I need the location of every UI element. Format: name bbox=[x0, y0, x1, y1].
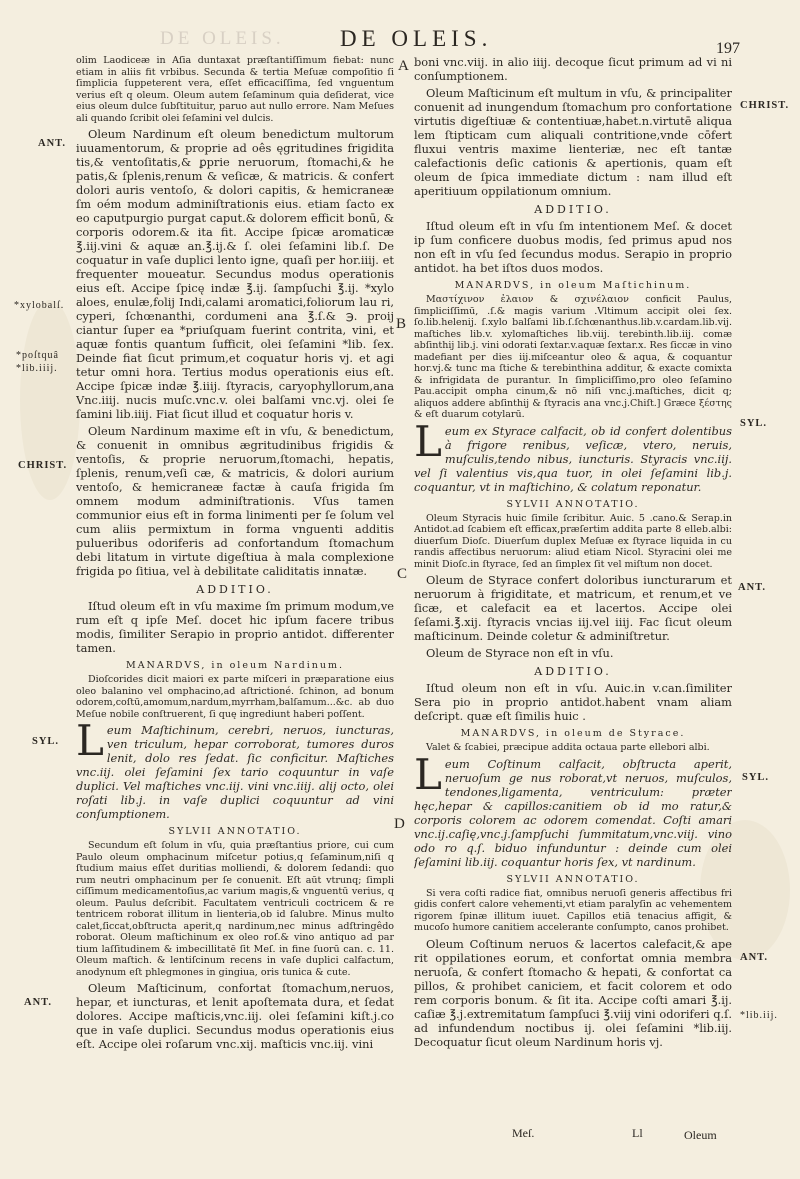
margin-note-ant: ANT. bbox=[738, 582, 767, 593]
section-letter-c: C bbox=[397, 566, 408, 582]
right-column bbox=[414, 55, 732, 1120]
margin-note-christ: CHRIST. bbox=[740, 100, 790, 111]
paragraph: olim Laodiceæ in Aſia duntaxat præſtantiſſimum fiebat: nunc etiam in aliis fit vrbibus. Secunda & tertia Meſuæ compoſitio ſi ſimplicia ſuppeterent vera, eſſet efficaciſſima, ſed vnguentum verius eſt q oleum. Oleum autem ſeſaminum quia deſiderat, vice eius oleum dulce ſubſtituitur, paruo aut nullo errore. Nam Meſues ali quando ſcribit olei ſeſamini vel dulcis. bbox=[76, 55, 394, 124]
section-heading: MANARDVS, in oleum Nardinum. bbox=[125, 660, 345, 671]
paragraph: Oleum Nardinum maxime eſt in vſu, & benedictum, & conuenit in omnibus ægritudinibus frigidis & ventoſis, & proprie neruorum,ſtomachi, hepatis, ſplenis, renum,veſi cæ, & matricis, & dolori aurium ventoſo, & hemicraneæ factæ à cauſa frigida ſm omnem modum adminiſtrationis. Vſus tamen communior eius eſt in forma linimenti per ſe ſolum vel cum aliis permixtum in forma vnguenti additis pulueribus odoriferis ad confortandum ſtomachum debi litatum in virtute digeſtiua à mala complexione frigida po ſitiua, vel à debilitate caliditatis innatæ. bbox=[76, 424, 394, 578]
paragraph: Oleum de Styrace confert doloribus iuncturarum et neruorum à frigiditate, et matricum, et renum,et ve ſicæ, et calefacit ea et lacertos. Accipe olei ſeſami.℥.xij. ſtyracis vncias iij.vel iiij. Fac ſicut oleum maſticinum. Deinde coletur & adminiſtretur. bbox=[414, 573, 732, 643]
left-column bbox=[76, 55, 394, 1120]
section-heading: ADDITIO. bbox=[196, 583, 274, 596]
paragraph: Iſtud oleum non eſt in vſu. Auic.in v.can.ſimiliter Sera pio in proprio antidot.habent vnam aliam deſcript. quæ eſt ſimilis huic . bbox=[414, 681, 732, 723]
margin-note-ant: ANT. bbox=[740, 952, 769, 963]
section-heading: SYLVII ANNOTATIO. bbox=[506, 498, 640, 510]
section-heading: SYLVII ANNOTATIO. bbox=[168, 826, 302, 837]
catchword: Meſ. bbox=[512, 1126, 535, 1140]
section-heading: ADDITIO. bbox=[534, 203, 612, 216]
paragraph: Valet & ſcabiei, præcipue addita octaua parte ellebori albi. bbox=[426, 742, 710, 753]
paragraph: Oleum Maſticinum eſt multum in vſu, & principaliter conuenit ad inungendum ſtomachum pro confortatione virtutis digeſtiuæ & contentiuæ,habet.n.virtutē aliqua lem ſtipticam cum aliquali contritione,vnde cōfert fluxui ventris maxime lienteriæ, nec eſt tantæ calefactionis deſic cationis & apertionis, quam eſt oleum de ſpica immediate dictum : nam illud eſt aperitiuum oppilationum omnium. bbox=[414, 86, 732, 198]
signature-mark: Ll bbox=[632, 1126, 643, 1140]
margin-note-syl: SYL. bbox=[740, 418, 768, 429]
paragraph: Oleum Styracis huic ſimile ſcribitur. Auic. 5 .cano.& Serap.in Antidot.ad ſcabiem eſt efficax,præſertim addita parte 8 elleb.albi: diuerſum Dioſc. Diuerſum duplex Meſuæ ex ſtyrace liquida in cu randis affectibus neruorum: aliud etiam Nicol. Styracini olei me minit Dioſc.in ſtyrace, ſed an ſimplex ſit vel miſtum non docet. bbox=[414, 512, 732, 570]
section-letter-b: B bbox=[396, 316, 407, 332]
page-number: 197 bbox=[716, 40, 740, 57]
margin-note-christ: CHRIST. bbox=[18, 460, 68, 471]
section-heading: ADDITIO. bbox=[534, 665, 612, 678]
paragraph: Oleum Nardinum eſt oleum benedictum multorum iuuamentorum, & proprie ad oês ęgritudines frigidita tis,& ventoſitatis,& ꝑprie neruorum, ſtomachi,& he patis,& ſplenis,renum & veſicæ, & matricis. & confert dolori auris ventoſo, & dolori capitis, & hemicraneæ ſm oém modum adminiſtrationis eius. etiam ſacto ex eo caputpurgio purgat caput.& dolorem efficit bonū, & corporis odorem.& ita fit. Accipe ſpicæ aromaticæ ℥.iij.vini & aquæ an.℥.ij.& ſ. olei ſeſamini lib.ſ. De coquatur in vaſe duplici lento igne, quaſi per hor.iiij. et frequenter moueatur. Secundus modus operationis eius eſt. Accipe ſpicę indæ ℥.ij. ſampſuchi ℥.ij. *xylo aloes, enulæ,folij Indi,calami aromatici,foliorum lau ri, cyperi, ſchœnanthi, cordumeni ana ℥.ſ.& ℈. proij ciantur ſuper ea *priuſquam fuerint contrita, vini, et aquæ fontis quantum ſufficit, olei ſeſamini *lib. ſex. Deinde fiat ſicut primum,et coquatur horis vj. et agi tetur omni hora. Tertius modus operationis eius eſt. Accipe ſpicæ indæ ℥.iiij. ſtyracis, caryophyllorum,ana Vnc.iiij. nucis muſc.vnc.v. olei balſami vnc.vj. olei ſe ſamini lib.iiij. Fiat ſicut illud et coquatur horis v. bbox=[76, 127, 394, 421]
section-heading: MANARDVS, in oleum Maſtichinum. bbox=[454, 280, 692, 291]
paragraph: Secundum eſt ſolum in vſu, quia præſtantius priore, cui cum Paulo oleum omphacinum miſcetur potius,q ſeſaminum,niſi q ſtudium maius eſſet duritias molliendi, & dolorem ſedandi: quo rum neutri omphacinum per ſe conuenit. Eſt aūt vtrunq; ſimpli ciſſimum medicamentoſius,ac varium magis,& vnguentū verius, q oleum. Paulus deſcribit. Facultatem ventriculi coctricem & re tentricem roborat illitum in lienteria,ob id ſalubre. Minus multo calet,ſiccat,obſtructa aperit,q nardinum,nec minus adſtringêdo roborat. Oleum maſtichinum ex oleo roſ.& vino antiquo ad par tium laſſitudinem & imbecillitatē ſit Meſ. in fine ſuorū can. c. 11. Oleum maſtich. & lentiſcinum recens in vaſe duplici calfactum, anodynum eſt phlegmones in gingiua, oris tunica & cute. bbox=[76, 840, 394, 978]
paragraph: Leum Maſtichinum, cerebri, neruos, iuncturas, ven triculum, hepar corroborat, tumores duros lenit, dolo res ſedat. ſic conficitur. Maſtiches vnc.iij. olei ſeſamini ſex tario coquuntur in vaſe duplici. Vel maſtiches vnc.iij. vini vnc.iiij. alij octo, olei roſati lib.j. in vaſe duplici coquuntur ad vini conſumptionem. bbox=[76, 716, 394, 821]
paragraph: Iſtud oleum eſt in vſu maxime ſm primum modum,ve rum eſt q ipſe Meſ. docet hic ipſum facere tribus modis, ſimiliter Serapio in proprio antidot. differenter tamen. bbox=[76, 599, 394, 655]
paragraph: boni vnc.viij. in alio iiij. decoque ſicut primum ad vi ni conſumptionem. bbox=[414, 55, 732, 83]
paragraph: Oleum Coſtinum neruos & lacertos calefacit,& ape rit oppilationes eorum, et confortat omnia membra neruoſa, & confert ſtomacho & hepati, & confortat ca pillos, & prohibet caniciem, et facit colorem et odo rem corporis bonum. & ſit ita. Accipe coſti amari ℥.ij. caſiæ ℥.j.extremitatum ſampſuci ℥.viij vini odoriferi q.ſ. ad infundendum noctibus ij. olei ſeſamini *lib.iij. Decoquatur ſicut oleum Nardinum horis vj. bbox=[414, 936, 732, 1049]
paragraph: Iſtud oleum eſt in vſu ſm intentionem Meſ. & docet ip ſum conficere duobus modis, ſed primus apud nos non eſt in vſu ſed ſecundus modus. Serapio in proprio antidot. ha bet iſtos duos modos. bbox=[414, 219, 732, 275]
running-head: DE OLEIS. bbox=[340, 26, 493, 51]
paragraph: Leum ex Styrace calfacit, ob id confert dolentibus à frigore renibus, veſicæ, vtero, neruis, muſculis,tendo nibus, iuncturis. Styracis vnc.iij. vel ſi valentius vis,qua tuor, in olei ſeſamini lib.j. coquantur, vt in maſtichino, & colatum reponatur. bbox=[414, 416, 732, 494]
paragraph: Leum Coſtinum calfacit, obſtructa aperit, neruoſum ge nus roborat,vt neruos, muſculos, tendones,ligamenta, ventriculum: præter hęc,hepar & capillos:canitiem ob id mo ratur,& corporis colorem ac odorem comendat. Coſti amari vnc.ij.caſię,vnc.j.ſampſuchi ſummitatum,vnc.viij. vino odo ro q.ſ. biduo infunduntur : deinde cum olei ſeſamini lib.iij. coquantur horis ſex, vt nardinum. bbox=[414, 749, 732, 869]
section-heading: SYLVII ANNOTATIO. bbox=[506, 873, 640, 885]
margin-note-lib: *lib.iiij. bbox=[16, 363, 58, 374]
margin-note-xylobals: *xylobalſ. bbox=[14, 300, 65, 311]
section-letter-d: D bbox=[394, 816, 405, 832]
margin-note-postqua: *poſtquâ bbox=[16, 350, 59, 361]
paragraph: Oleum de Styrace non eſt in vſu. bbox=[426, 646, 614, 660]
paragraph: Μαστίχινον ἐλαιον & σχινέλαιον conficit Paulus, ſimpliciſſimū, .ſ.& magis varium .Vltimum accipit olei ſex. ſo.lib.helenij. ſ.xylo balſami lib.ſ.ſchœnanthus.lib.v.cardam.lib.vij. maſtiches lib.v. xylomaſtiches lib.viij. terebinth.lib.iij. comæ abſinthij lib.j. vini odorati ſextar.v.aquæ ſextar.x. Res ſiccæ in vino madefiant per dies iij.miſceantur oleo & aqua, & coquantur hor.vj.& tunc ma ſtiche & terebinthina additur, & exacte comixta & infrigidata de purantur. In ſimpliciſſimo,pro oleo ſeſamino Pau.accipit ompha cinum,& nō niſi vnc.j.maſtiches, dicit q; aliquos addere abſinthij & ſtyracis ana vnc.j.Chiſt.] Græce ξέστης & eſt duarum cotylarū. bbox=[414, 294, 732, 420]
paragraph: Si vera coſti radice fiat, omnibus neruoſi generis affectibus fri gidis confert calore vehementi,vt etiam paralyſin ac vehementem rigorem ſpinæ illitum iuuet. Capillos etiā tenacius affigit, & mucoſo humore canitiem accelerante conſumpto, canos prohibet. bbox=[414, 887, 732, 933]
margin-note-syl: SYL. bbox=[742, 772, 770, 783]
section-heading: MANARDVS, in oleum de Styrace. bbox=[460, 728, 686, 739]
paragraph: Oleum Maſticinum, confortat ſtomachum,neruos, hepar, et iuncturas, et lenit apoſtemata dura, et ſedat dolores. Accipe maſticis,vnc.iij. olei ſeſamini kiſt.j.co que in vaſe duplici. Secundus modus operationis eius eſt. Accipe olei roſarum vnc.xij. maſticis vnc.iij. vini bbox=[76, 981, 394, 1051]
catchword: Oleum bbox=[684, 1128, 717, 1142]
margin-note-lib: *lib.iij. bbox=[740, 1010, 778, 1021]
margin-note-syl: SYL. bbox=[32, 736, 60, 747]
section-letter-a: A bbox=[398, 58, 409, 74]
margin-note-ant: ANT. bbox=[24, 997, 53, 1008]
paragraph: Dioſcorides dicit maiori ex parte miſceri in præparatione eius oleo balanino vel omphacino,ad aſtrictioné. ſchinon, ad bonum odorem,coſtū,amomum,nardum,myrrham,balſamum...&c. ab duo Meſue nobile conſtruerent, ſi quę ingrediunt haberi poſſent. bbox=[76, 674, 394, 720]
margin-note-ant: ANT. bbox=[38, 138, 67, 149]
bleed-through-text: DE OLEIS. bbox=[160, 28, 285, 49]
